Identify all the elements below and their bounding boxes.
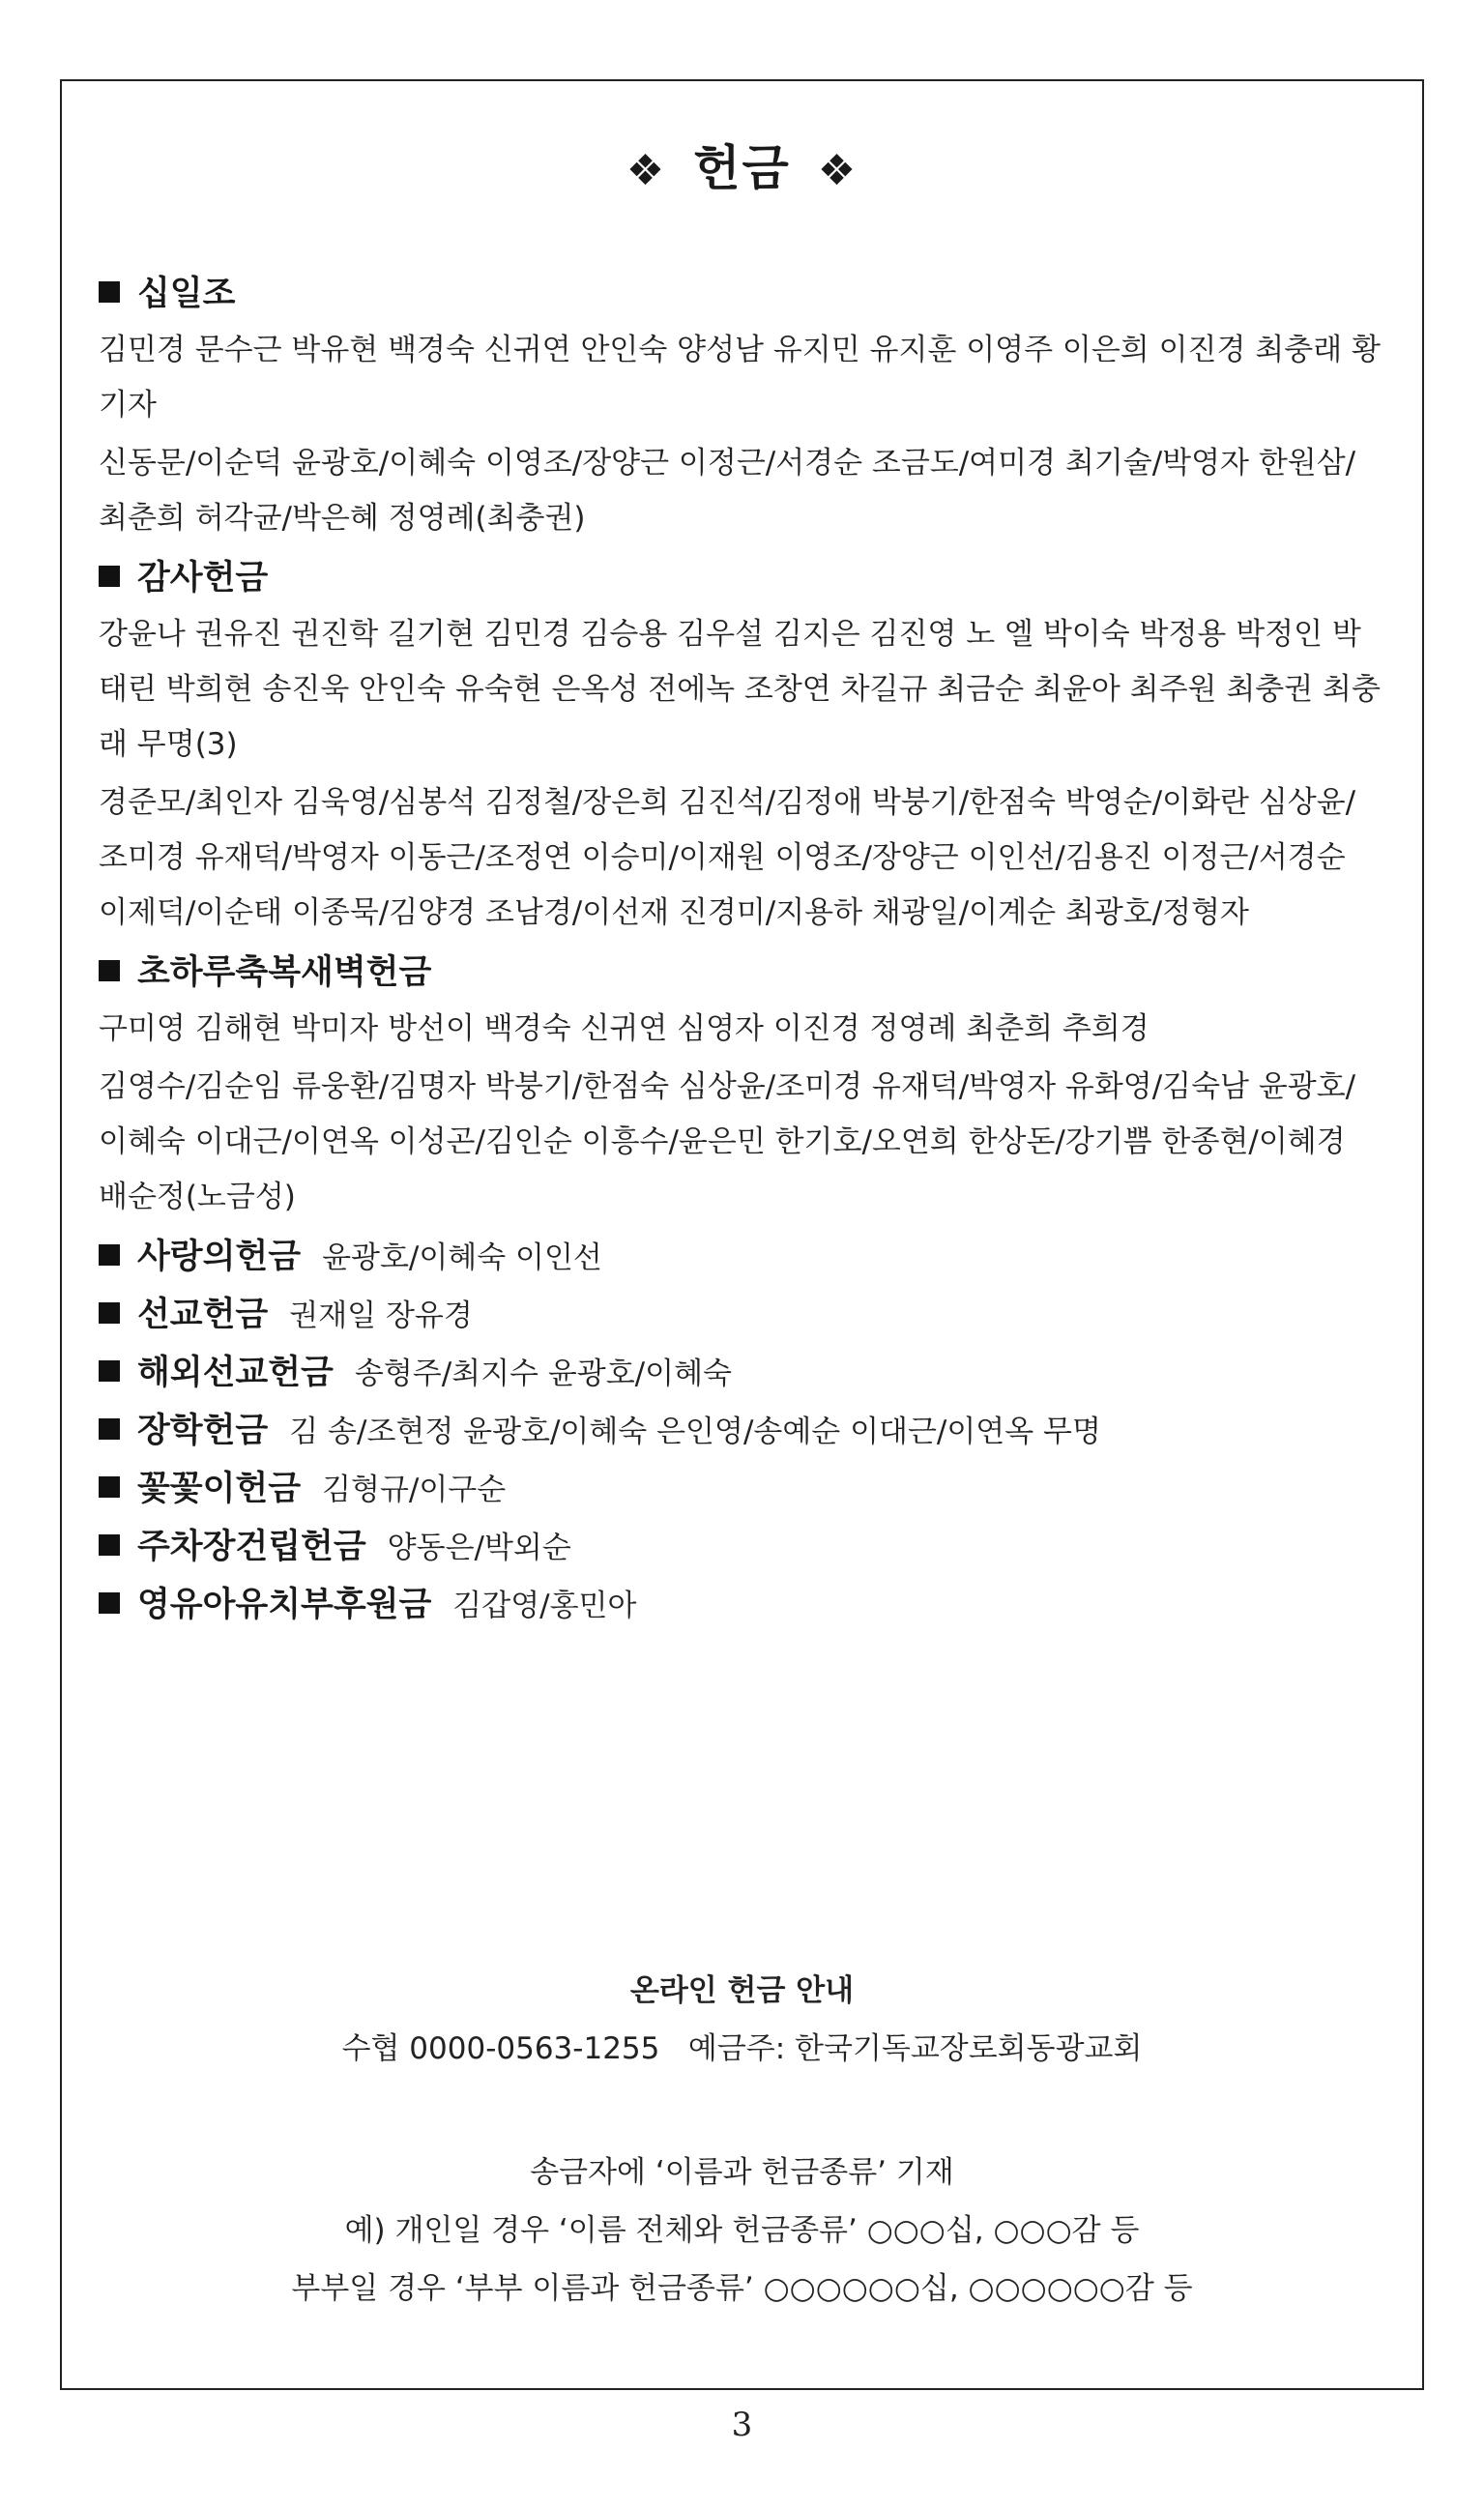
bank-account-line: 수협 0000-0563-1255 예금주: 한국기독교장로회동광교회 xyxy=(341,2031,1143,2066)
square-bullet-icon xyxy=(99,1476,120,1498)
section-kindergarten xyxy=(99,1576,1383,1634)
section-heading-text: 십일조 xyxy=(137,275,236,313)
section-heading-text: 초하루축복새벽헌금 xyxy=(137,953,432,992)
parking-names: 양동은/박외순 xyxy=(387,1531,571,1565)
online-giving-info xyxy=(62,1962,1422,2318)
example-couple: 부부일 경우 ‘부부 이름과 헌금종류’ ○○○○○○십, ○○○○○○감 등 xyxy=(291,2271,1193,2306)
section-heading-text: 사랑의헌금 xyxy=(137,1238,302,1276)
section-heading-dawn xyxy=(99,944,1383,1002)
thanks-names-individual: 강윤나 권유진 권진학 길기현 김민경 김승용 김우설 김지은 김진영 노 엘 박이숙 박정용 박정인 박태린 박희현 송진욱 안인숙 유숙현 은옥성 전에녹 조창연 차길규 최금순 최윤아 최주원 최충권 최충래 무명(3) xyxy=(99,617,1381,762)
diamond-ornament-icon: ❖ xyxy=(626,146,667,195)
kkotdongi-names: 김형규/이구순 xyxy=(322,1473,507,1507)
section-heading-thanks xyxy=(99,549,1383,607)
section-scholarship xyxy=(99,1402,1383,1460)
love-names: 윤광호/이혜숙 이인선 xyxy=(322,1240,602,1275)
page-number: 3 xyxy=(731,2406,753,2444)
page-title-text: 헌금 xyxy=(693,140,791,196)
offering-list xyxy=(99,265,1383,1634)
kindergarten-names: 김갑영/홍민아 xyxy=(452,1589,637,1623)
example-individual: 예) 개인일 경우 ‘이름 전체와 헌금종류’ ○○○십, ○○○감 등 xyxy=(344,2213,1140,2248)
section-heading-text: 꽃꽃이헌금 xyxy=(137,1470,302,1508)
section-heading-text: 감사헌금 xyxy=(137,559,269,598)
online-giving-title: 온라인 헌금 안내 xyxy=(629,1973,855,2008)
offering-page-frame xyxy=(60,79,1424,2390)
square-bullet-icon xyxy=(99,1592,120,1614)
square-bullet-icon xyxy=(99,1302,120,1324)
section-love xyxy=(99,1228,1383,1286)
tithe-names-individual: 김민경 문수근 박유현 백경숙 신귀연 안인숙 양성남 유지민 유지훈 이영주 이은희 이진경 최충래 황기자 xyxy=(99,333,1381,423)
square-bullet-icon xyxy=(99,281,120,303)
section-overseas xyxy=(99,1344,1383,1402)
square-bullet-icon xyxy=(99,1360,120,1382)
section-heading-tithe xyxy=(99,265,1383,323)
square-bullet-icon xyxy=(99,1418,120,1440)
thanks-names-couples: 경준모/최인자 김욱영/심봉석 김정철/장은희 김진석/김정애 박붕기/한점숙 박영순/이화란 심상윤/조미경 유재덕/박영자 이동근/조정연 이승미/이재원 이영조/장양근 이인선/김용진 이정근/서경순 이제덕/이순태 이종묵/김양경 조남경/이선재 진경미/지용하 채광일/이계순 최광호/정형자 xyxy=(99,785,1356,930)
page-title xyxy=(62,130,1422,199)
section-kkotdongi xyxy=(99,1460,1383,1518)
section-parking xyxy=(99,1518,1383,1576)
dawn-names-couples: 김영수/김순임 류웅환/김명자 박붕기/한점숙 심상윤/조미경 유재덕/박영자 유화영/김숙남 윤광호/이혜숙 이대근/이연옥 이성곤/김인순 이흥수/윤은민 한기호/오연희 한상돈/강기쁨 한종현/이혜경 배순정(노금성) xyxy=(99,1069,1356,1214)
section-heading-text: 해외선교헌금 xyxy=(137,1354,334,1392)
diamond-ornament-icon: ❖ xyxy=(817,146,858,195)
scholarship-names: 김 송/조현정 윤광호/이혜숙 은인영/송예순 이대근/이연옥 무명 xyxy=(289,1415,1101,1449)
section-heading-text: 선교헌금 xyxy=(137,1296,269,1334)
section-heading-text: 주차장건립헌금 xyxy=(137,1528,366,1566)
section-heading-text: 영유아유치부후원금 xyxy=(137,1586,432,1624)
square-bullet-icon xyxy=(99,960,120,981)
tithe-names-couples: 신동문/이순덕 윤광호/이혜숙 이영조/장양근 이정근/서경순 조금도/여미경 최기술/박영자 한원삼/최춘희 허각균/박은혜 정영례(최충권) xyxy=(99,446,1356,536)
section-heading-text: 장학헌금 xyxy=(137,1412,269,1450)
section-mission xyxy=(99,1286,1383,1344)
dawn-names-individual: 구미영 김해현 박미자 방선이 백경숙 신귀연 심영자 이진경 정영례 최춘희 추희경 xyxy=(99,1011,1149,1046)
square-bullet-icon xyxy=(99,566,120,587)
square-bullet-icon xyxy=(99,1534,120,1556)
overseas-names: 송형주/최지수 윤광호/이혜숙 xyxy=(354,1357,732,1391)
square-bullet-icon xyxy=(99,1244,120,1266)
mission-names: 권재일 장유경 xyxy=(289,1298,473,1333)
transfer-note: 송금자에 ‘이름과 헌금종류’ 기재 xyxy=(530,2155,954,2190)
